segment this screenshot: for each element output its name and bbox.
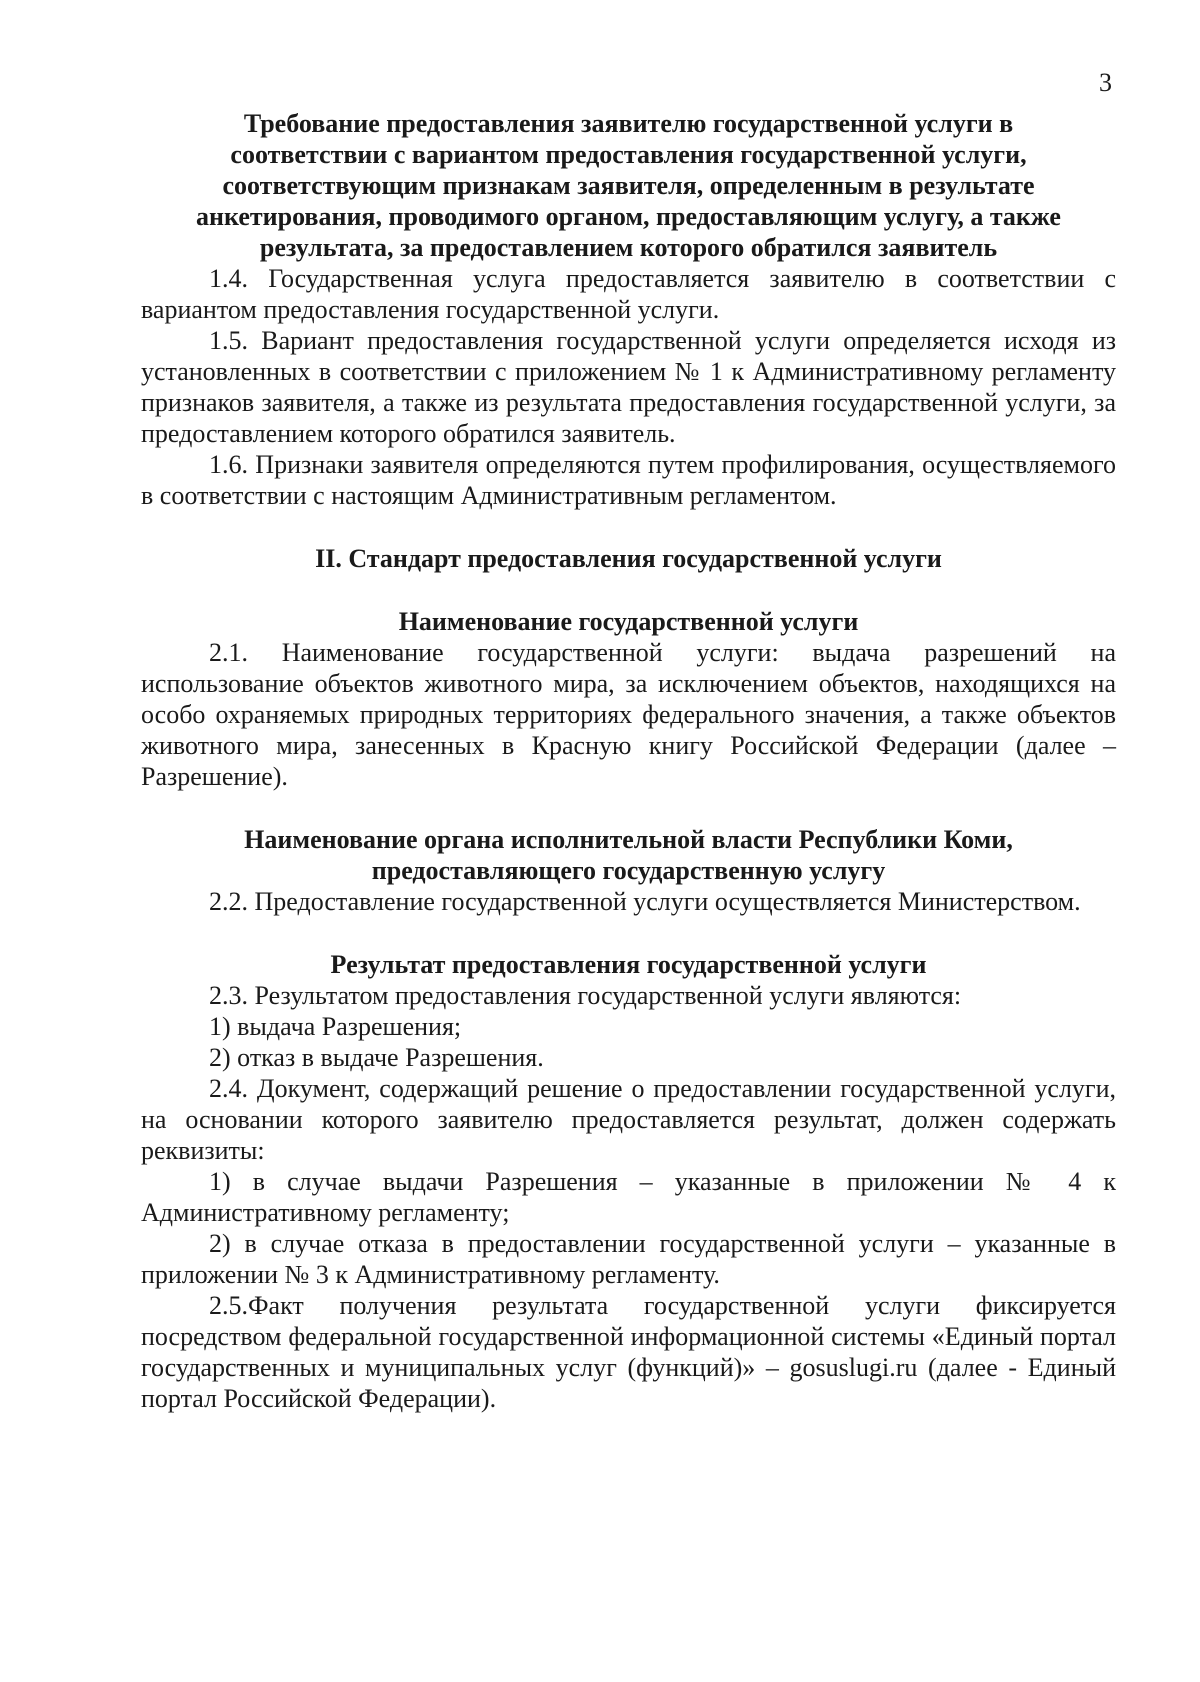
list-item: 2) отказ в выдаче Разрешения. bbox=[209, 1043, 544, 1072]
organ-heading bbox=[141, 824, 1116, 886]
service-name-heading: Наименование государственной услуги bbox=[398, 607, 859, 636]
heading-line: Требование предоставления заявителю государственной услуги в bbox=[243, 109, 1014, 138]
list-item: 2) в случае отказа в предоставлении государственной услуги – указанные в приложении № 3 к Административному регламенту. bbox=[141, 1229, 1116, 1289]
page-number: 3 bbox=[1099, 68, 1112, 97]
requirement-heading bbox=[141, 108, 1116, 263]
result-heading: Результат предоставления государственной услуги bbox=[330, 950, 927, 979]
paragraph-2-5: 2.5.Факт получения результата государственной услуги фиксируется посредством федеральной государственной информационной системы «Единый портал государственных и муниципальных услуг (функций)» – gosuslugi.ru (далее - Единый портал Российской Федерации). bbox=[141, 1291, 1116, 1413]
heading-line: анкетирования, проводимого органом, предоставляющим услугу, а также bbox=[196, 202, 1061, 231]
paragraph-1-4: 1.4. Государственная услуга предоставляется заявителю в соответствии с вариантом предоставления государственной услуги. bbox=[141, 264, 1116, 324]
document-body bbox=[141, 108, 1116, 1414]
list-item: 1) в случае выдачи Разрешения – указанные в приложении № 4 к Административному регламенту; bbox=[141, 1167, 1116, 1227]
heading-line: результата, за предоставлением которого обратился заявитель bbox=[259, 233, 998, 262]
paragraph-1-5: 1.5. Вариант предоставления государственной услуги определяется исходя из установленных в соответствии с приложением № 1 к Административному регламенту признаков заявителя, а также из результата предоставления государственной услуги, за предоставлением которого обратился заявитель. bbox=[141, 326, 1116, 448]
heading-line: предоставляющего государственную услугу bbox=[371, 856, 886, 885]
list-item: 1) выдача Разрешения; bbox=[209, 1012, 462, 1041]
section-2-title: II. Стандарт предоставления государственной услуги bbox=[315, 544, 942, 573]
heading-line: соответствующим признакам заявителя, определенным в результате bbox=[222, 171, 1035, 200]
paragraph-2-2: 2.2. Предоставление государственной услуги осуществляется Министерством. bbox=[209, 887, 1081, 916]
paragraph-2-1: 2.1. Наименование государственной услуги: выдача разрешений на использование объектов животного мира, за исключением объектов, находящихся на особо охраняемых природных территориях федерального значения, а также объектов животного мира, занесенных в Красную книгу Российской Федерации (далее – Разрешение). bbox=[141, 638, 1116, 791]
paragraph-2-4: 2.4. Документ, содержащий решение о предоставлении государственной услуги, на основании которого заявителю предоставляется результат, должен содержать реквизиты: bbox=[141, 1074, 1116, 1165]
heading-line: соответствии с вариантом предоставления государственной услуги, bbox=[230, 140, 1027, 169]
paragraph-1-6: 1.6. Признаки заявителя определяются путем профилирования, осуществляемого в соответствии с настоящим Административным регламентом. bbox=[141, 450, 1116, 510]
heading-line: Наименование органа исполнительной власти Республики Коми, bbox=[244, 825, 1013, 854]
paragraph-2-3: 2.3. Результатом предоставления государственной услуги являются: bbox=[209, 981, 962, 1010]
